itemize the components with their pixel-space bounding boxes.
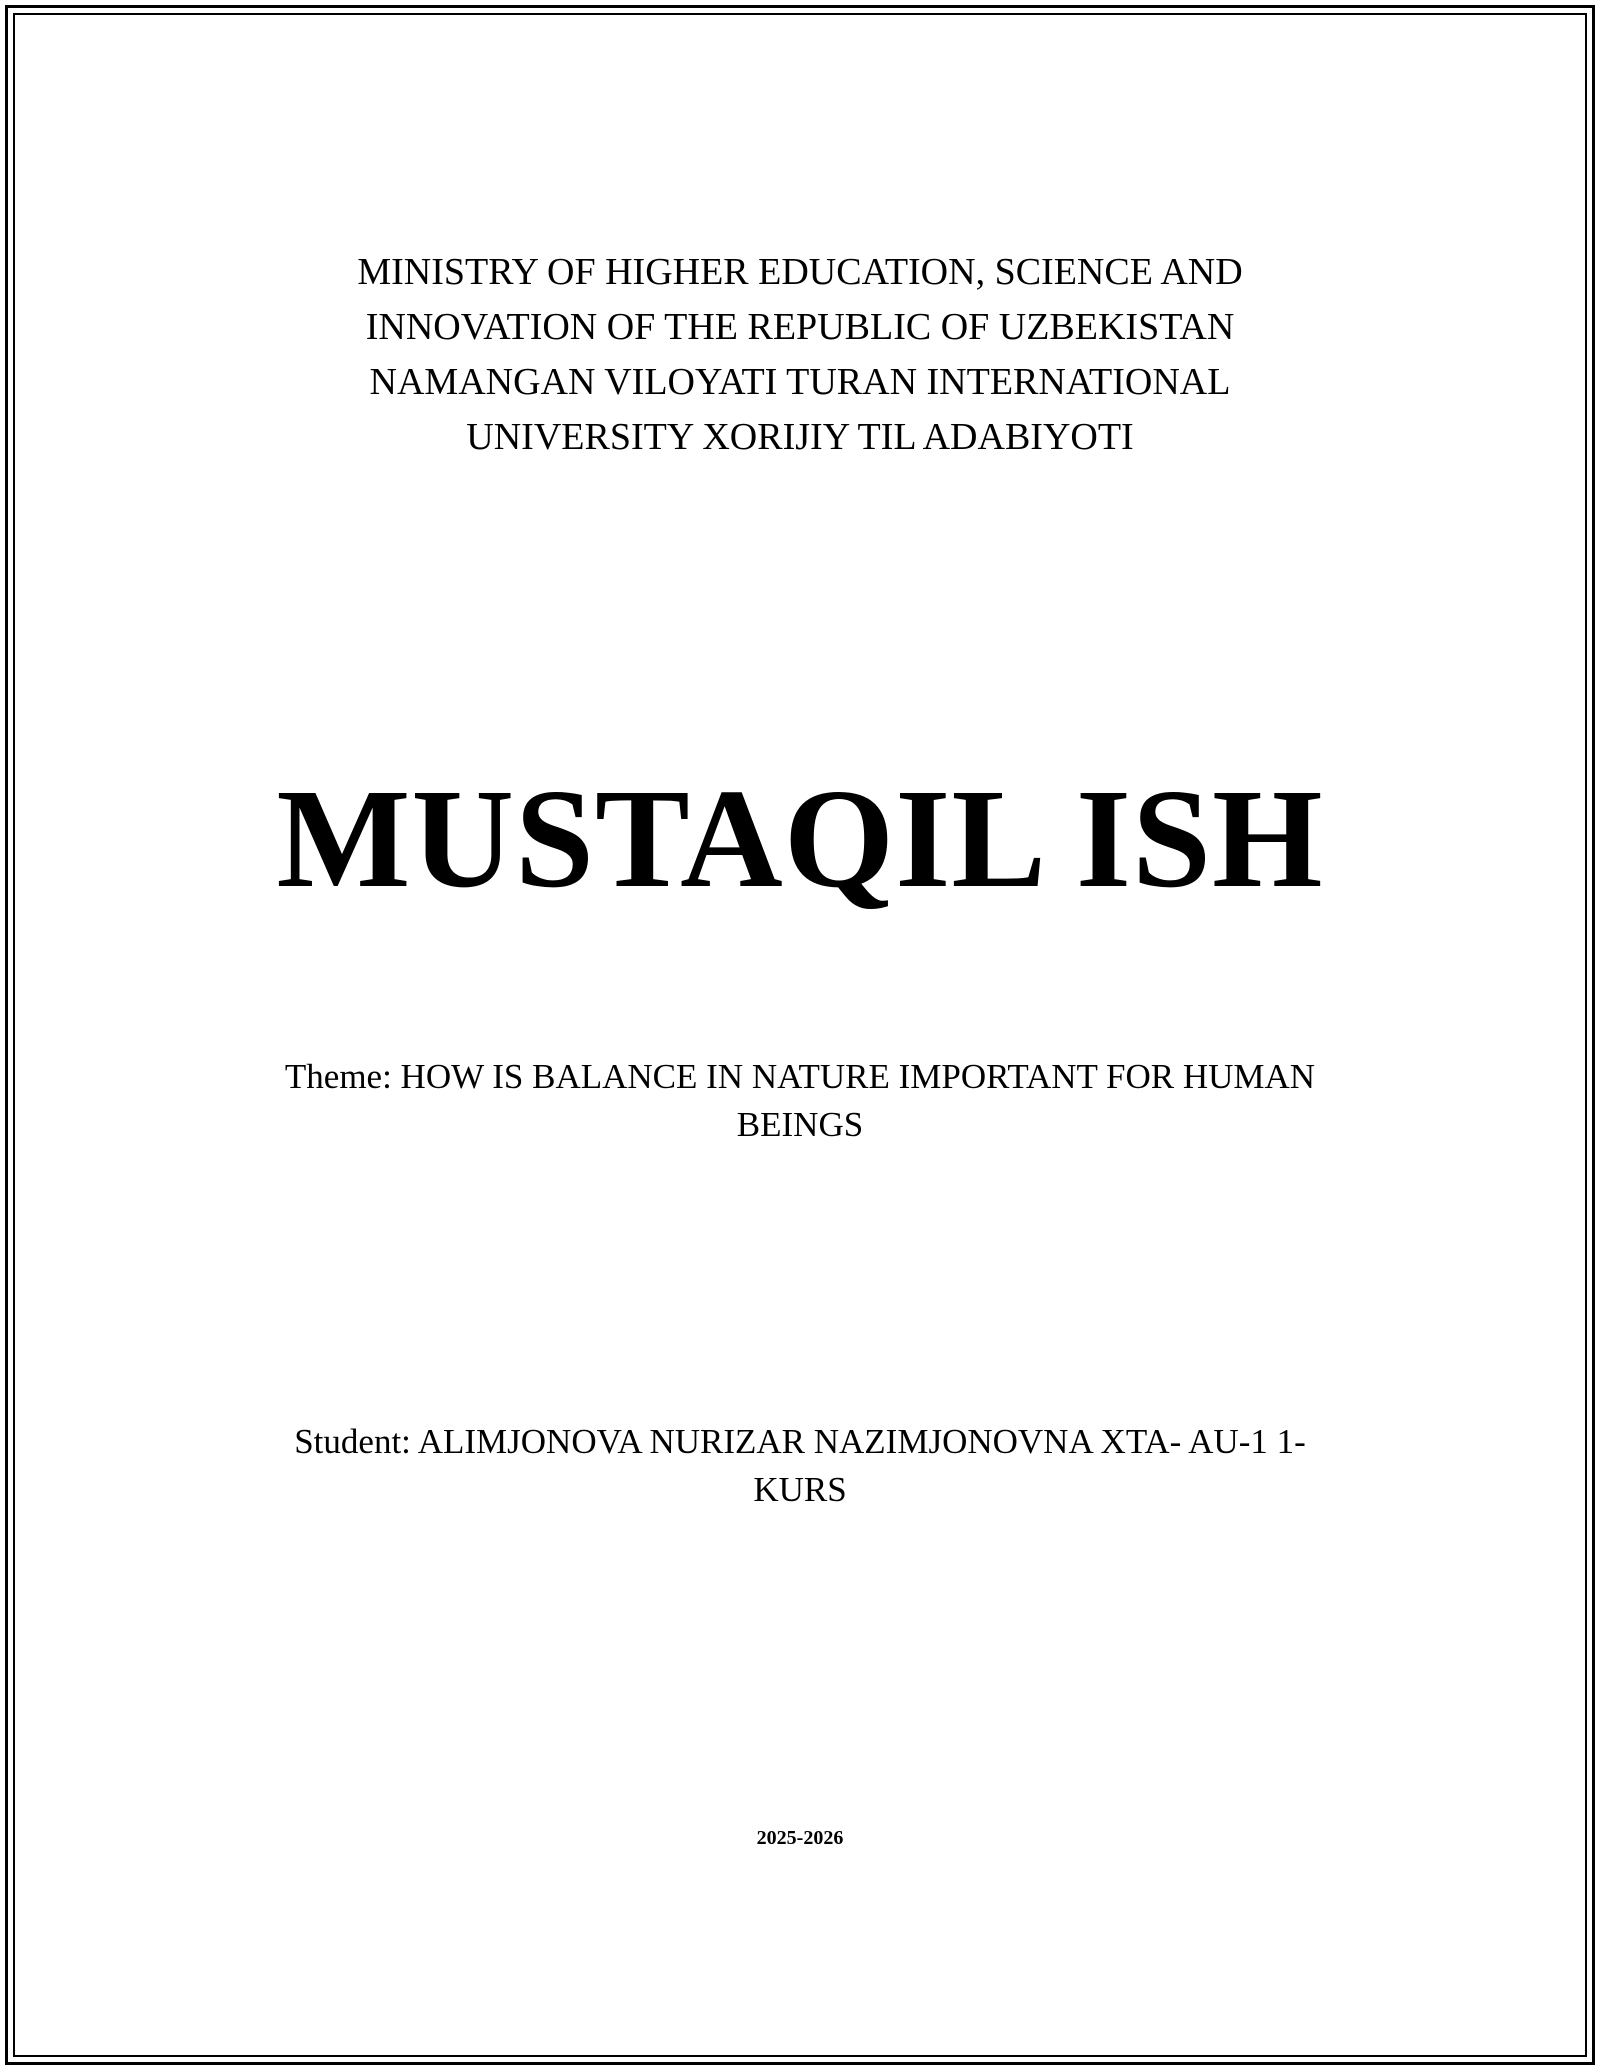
institution-header	[0, 245, 1600, 465]
student-line-2: KURS	[753, 1470, 847, 1509]
academic-year: 2025-2026	[756, 1827, 844, 1849]
header-line: UNIVERSITY XORIJIY TIL ADABIYOTI	[466, 416, 1134, 458]
theme-statement	[240, 1053, 1360, 1149]
student-info	[240, 1418, 1360, 1514]
student-line-1: Student: ALIMJONOVA NURIZAR NAZIMJONOVNA XTA- AU-1 1-	[294, 1422, 1306, 1461]
header-line: INNOVATION OF THE REPUBLIC OF UZBEKISTAN	[365, 306, 1235, 348]
theme-line-1: Theme: HOW IS BALANCE IN NATURE IMPORTANT FOR HUMAN	[284, 1057, 1316, 1096]
theme-line-2: BEINGS	[736, 1105, 864, 1144]
header-line: MINISTRY OF HIGHER EDUCATION, SCIENCE AND	[357, 251, 1243, 293]
document-title: MUSTAQIL ISH	[276, 759, 1324, 917]
header-line: NAMANGAN VILOYATI TURAN INTERNATIONAL	[369, 361, 1231, 403]
